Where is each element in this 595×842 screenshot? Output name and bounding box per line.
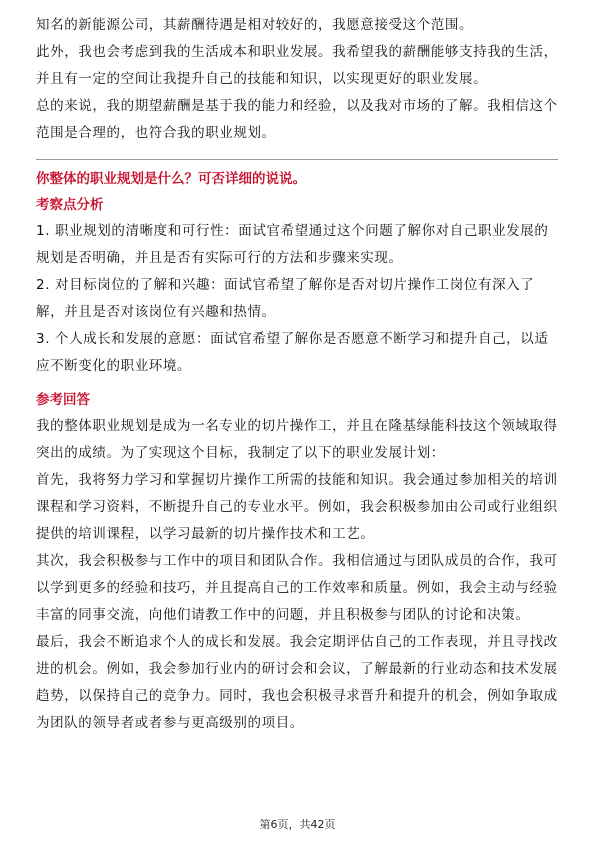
- intro-paragraph: 知名的新能源公司，其薪酬待遇是相对较好的，我愿意接受这个范围。: [36, 17, 474, 33]
- question-heading: 你整体的职业规划是什么？可否详细的说说。: [36, 171, 306, 187]
- answer-paragraph: 最后，我会不断追求个人的成长和发展。我会定期评估自己的工作表现，并且寻找改进的机会。例如，我会参加行业内的研讨会和会议，了解最新的行业动态和技术发展趋势，以保持自己的竞争力。同时，我也会积极寻求晋升和提升的机会，例如争取成为团队的领导者或者参与更高级别的项目。: [36, 634, 558, 731]
- analysis-title: 考察点分析: [36, 197, 104, 213]
- analysis-point: 1. 职业规划的清晰度和可行性：面试官希望通过这个问题了解你对自己职业发展的规划是否明确，并且是否有实际可行的方法和步骤来实现。: [36, 223, 549, 266]
- answer-paragraph: 首先，我将努力学习和掌握切片操作工所需的技能和知识。我会通过参加相关的培训课程和学习资料，不断提升自己的专业水平。例如，我会积极参加由公司或行业组织提供的培训课程，以学习最新的切片操作技术和工艺。: [36, 472, 558, 542]
- section-gap: [36, 380, 558, 387]
- page-content: [36, 12, 558, 737]
- answer-paragraph: 我的整体职业规划是成为一名专业的切片操作工，并且在隆基绿能科技这个领域取得突出的成绩。为了实现这个目标，我制定了以下的职业发展计划：: [36, 418, 558, 461]
- intro-paragraph: 总的来说，我的期望薪酬是基于我的能力和经验，以及我对市场的了解。我相信这个范围是合理的，也符合我的职业规划。: [36, 98, 558, 141]
- page-number: 第6页，共42页: [259, 818, 336, 831]
- answer-title: 参考回答: [36, 392, 90, 408]
- analysis-point: 2. 对目标岗位的了解和兴趣：面试官希望了解你是否对切片操作工岗位有深入了解，并且是否对该岗位有兴趣和热情。: [36, 277, 535, 320]
- intro-paragraph: 此外，我也会考虑到我的生活成本和职业发展。我希望我的薪酬能够支持我的生活，并且有一定的空间让我提升自己的技能和知识，以实现更好的职业发展。: [36, 44, 558, 87]
- answer-paragraph: 其次，我会积极参与工作中的项目和团队合作。我相信通过与团队成员的合作，我可以学到更多的经验和技巧，并且提高自己的工作效率和质量。例如，我会主动与经验丰富的同事交流，向他们请教工作中的问题，并且积极参与团队的讨论和决策。: [36, 553, 558, 623]
- analysis-point: 3. 个人成长和发展的意愿：面试官希望了解你是否愿意不断学习和提升自己，以适应不断变化的职业环境。: [36, 331, 549, 374]
- section-divider: [36, 159, 558, 160]
